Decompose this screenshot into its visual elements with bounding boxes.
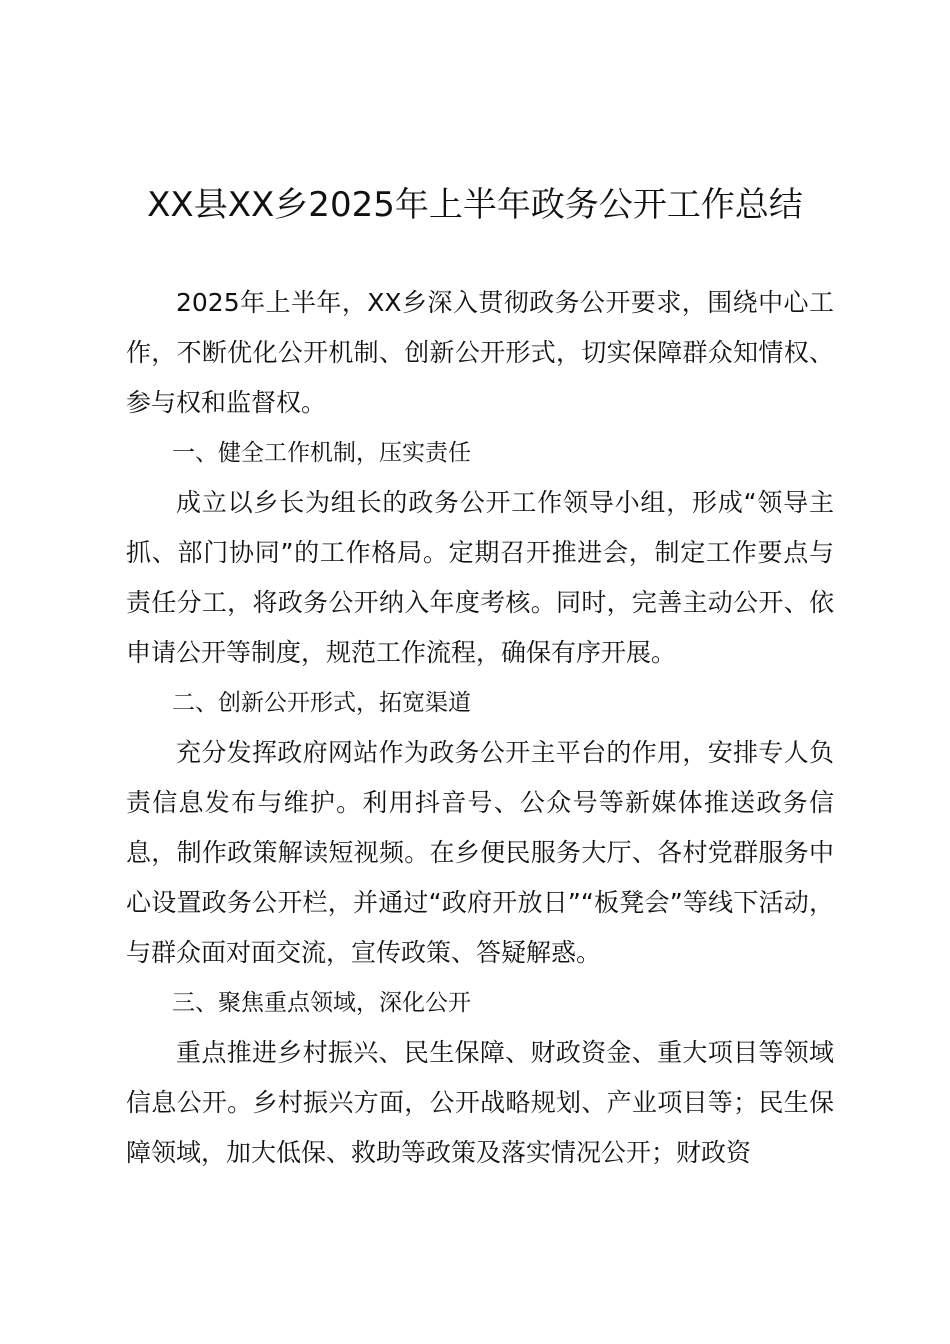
section-heading-2: 二、创新公开形式，拓宽渠道 (172, 690, 471, 716)
intro-paragraph: 2025年上半年，XX乡深入贯彻政务公开要求，围绕中心工作，不断优化公开机制、创新公开形式，切实保障群众知情权、参与权和监督权。 (126, 288, 834, 417)
section-paragraph-1: 成立以乡长为组长的政务公开工作领导小组，形成“领导主抓、部门协同”的工作格局。定期召开推进会，制定工作要点与责任分工，将政务公开纳入年度考核。同时，完善主动公开、依申请公开等制度，规范工作流程，确保有序开展。 (126, 488, 834, 667)
section-heading-3: 三、聚焦重点领域，深化公开 (172, 990, 471, 1016)
section-paragraph-2: 充分发挥政府网站作为政务公开主平台的作用，安排专人负责信息发布与维护。利用抖音号、公众号等新媒体推送政务信息，制作政策解读短视频。在乡便民服务大厅、各村党群服务中心设置政务公开栏，并通过“政府开放日”“板凳会”等线下活动，与群众面对面交流，宣传政策、答疑解惑。 (126, 738, 834, 967)
section-heading-1: 一、健全工作机制，压实责任 (172, 440, 471, 466)
section-paragraph-3: 重点推进乡村振兴、民生保障、财政资金、重大项目等领域信息公开。乡村振兴方面，公开战略规划、产业项目等；民生保障领域，加大低保、救助等政策及落实情况公开；财政资 (126, 1038, 834, 1167)
document-title: XX县XX乡2025年上半年政务公开工作总结 (147, 185, 803, 225)
document-body (126, 278, 834, 1178)
